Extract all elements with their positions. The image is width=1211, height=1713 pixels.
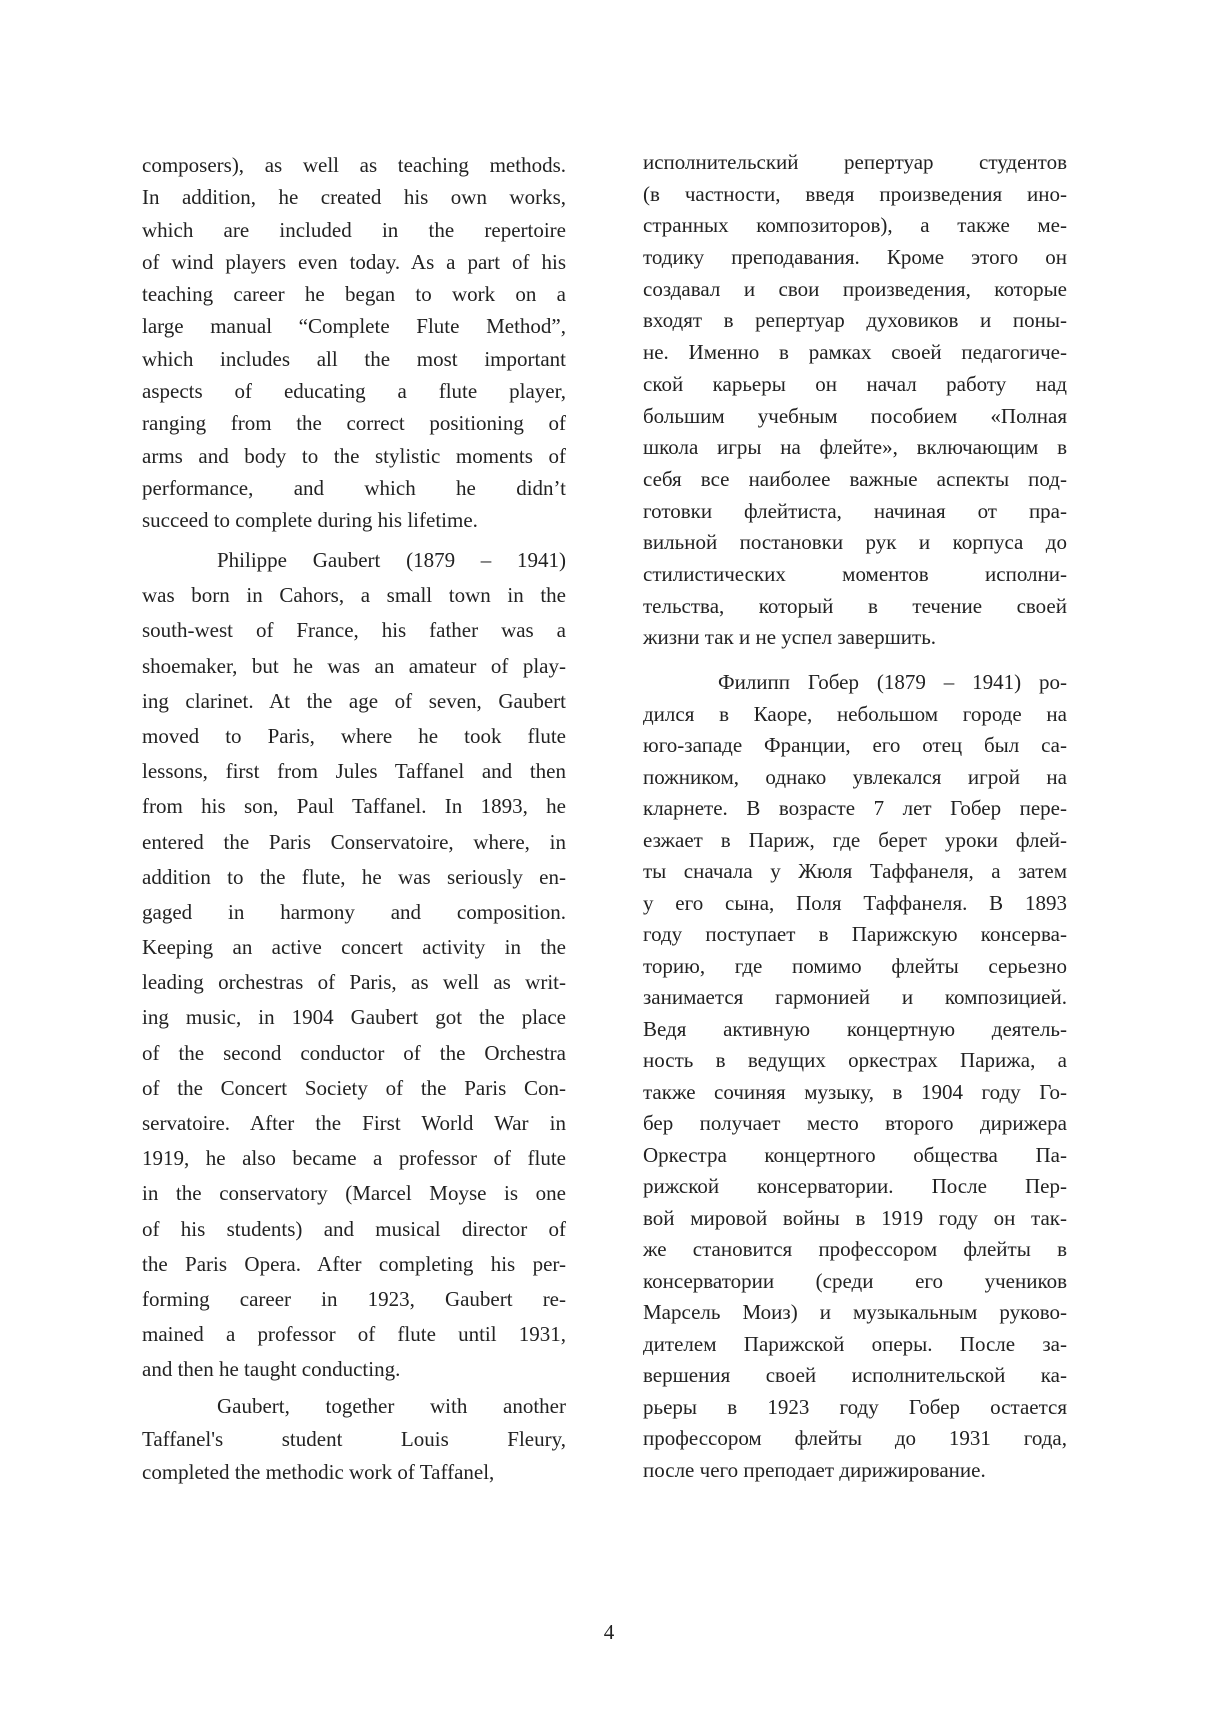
text-line: ranging from the correct positioning of bbox=[142, 411, 566, 436]
text-line: вой мировой войны в 1919 году он так- bbox=[643, 1205, 1067, 1230]
text-line: teaching career he began to work on a bbox=[142, 282, 566, 307]
text-line: пожником, однако увлекался игрой на bbox=[643, 764, 1067, 789]
text-line: forming career in 1923, Gaubert re- bbox=[142, 1286, 566, 1311]
text-line: was born in Cahors, a small town in the bbox=[142, 583, 566, 608]
text-line: бер получает место второго дирижера bbox=[643, 1111, 1067, 1135]
text-line: of his students) and musical director of bbox=[142, 1216, 566, 1241]
text-line: рижской консерватории. После Пер- bbox=[643, 1174, 1067, 1198]
text-line: (в частности, введя произведения ино- bbox=[643, 181, 1067, 206]
text-line: у его сына, Поля Таффанеля. В 1893 bbox=[643, 890, 1067, 915]
text-line: ты сначала у Жюля Таффанеля, а затем bbox=[643, 859, 1067, 883]
text-line: дился в Каоре, небольшом городе на bbox=[643, 701, 1067, 726]
english-paragraph-1 bbox=[142, 149, 566, 537]
text-line: Taffanel's student Louis Fleury, bbox=[142, 1427, 566, 1451]
text-line: входят в репертуар духовиков и поны- bbox=[643, 308, 1067, 333]
text-line: ской карьеры он начал работу над bbox=[643, 371, 1067, 396]
text-line: жизни так и не успел завершить. bbox=[643, 625, 937, 650]
text-line: which includes all the most important bbox=[142, 346, 566, 371]
text-line: aspects of educating a flute player, bbox=[142, 379, 566, 404]
russian-paragraph-2 bbox=[643, 667, 1067, 1486]
text-line: gaged in harmony and composition. bbox=[142, 899, 566, 924]
text-line: of the Concert Society of the Paris Con- bbox=[142, 1075, 566, 1100]
text-line: рьеры в 1923 году Гобер остается bbox=[643, 1394, 1067, 1419]
text-line: In addition, he created his own works, bbox=[142, 185, 566, 210]
text-line: после чего преподает дирижирование. bbox=[643, 1457, 986, 1482]
text-line: Keeping an active concert activity in the bbox=[142, 935, 566, 960]
text-line: же становится профессором флейты в bbox=[643, 1237, 1067, 1261]
text-line: succeed to complete during his lifetime. bbox=[142, 508, 478, 533]
text-line: торию, где помимо флейты серьезно bbox=[643, 953, 1067, 978]
text-line: не. Именно в рамках своей педагогиче- bbox=[643, 340, 1067, 365]
text-line: кларнете. В возрасте 7 лет Гобер пере- bbox=[643, 796, 1067, 820]
text-line: стилистических моментов исполни- bbox=[643, 561, 1067, 586]
text-line: езжает в Париж, где берет уроки флей- bbox=[643, 827, 1067, 852]
text-line: composers), as well as teaching methods. bbox=[142, 153, 566, 177]
page-number: 4 bbox=[603, 1620, 615, 1644]
text-line: which are included in the repertoire bbox=[142, 217, 566, 242]
text-line: дителем Парижской оперы. После за- bbox=[643, 1331, 1067, 1356]
text-line: себя все наиболее важные аспекты под- bbox=[643, 466, 1067, 491]
text-line: lessons, first from Jules Taffanel and then bbox=[142, 759, 566, 784]
text-line: также сочиняя музыку, в 1904 году Го- bbox=[643, 1079, 1067, 1104]
text-line: тодику преподавания. Кроме этого он bbox=[643, 245, 1067, 270]
text-line: ность в ведущих оркестрах Парижа, а bbox=[643, 1048, 1067, 1072]
text-line: исполнительский репертуар студентов bbox=[643, 150, 1067, 174]
text-line: создавал и свои произведения, которые bbox=[643, 276, 1067, 301]
text-line: занимается гармонией и композицией. bbox=[643, 985, 1067, 1009]
text-line: addition to the flute, he was seriously en- bbox=[142, 864, 566, 889]
text-line: entered the Paris Conservatoire, where, in bbox=[142, 829, 566, 854]
text-line: школа игры на флейте», включающим в bbox=[643, 435, 1067, 460]
text-line: in the conservatory (Marcel Moyse is one bbox=[142, 1181, 566, 1206]
text-line: Марсель Моиз) и музыкальным руково- bbox=[643, 1300, 1067, 1324]
text-line: ing music, in 1904 Gaubert got the place bbox=[142, 1005, 566, 1030]
text-line: юго-западе Франции, его отец был са- bbox=[643, 733, 1067, 757]
russian-paragraph-1 bbox=[643, 147, 1067, 654]
text-line: Филипп Гобер (1879 – 1941) ро- bbox=[718, 670, 1067, 694]
text-line: of wind players even today. As a part of his bbox=[142, 249, 566, 274]
text-line: Оркестра концертного общества Па- bbox=[643, 1142, 1067, 1167]
text-line: from his son, Paul Taffanel. In 1893, he bbox=[142, 794, 566, 819]
text-line: году поступает в Парижскую консерва- bbox=[643, 922, 1067, 946]
english-paragraph-2 bbox=[142, 543, 566, 1388]
text-line: странных композиторов), а также ме- bbox=[643, 213, 1067, 238]
text-line: and then he taught conducting. bbox=[142, 1357, 401, 1382]
text-line: leading orchestras of Paris, as well as writ- bbox=[142, 970, 566, 995]
text-line: performance, and which he didn’t bbox=[142, 475, 566, 500]
text-line: the Paris Opera. After completing his per- bbox=[142, 1251, 566, 1276]
text-line: ing clarinet. At the age of seven, Gaubert bbox=[142, 688, 566, 713]
text-line: профессором флейты до 1931 года, bbox=[643, 1426, 1067, 1450]
text-line: консерватории (среди его учеников bbox=[643, 1268, 1067, 1293]
text-line: large manual “Complete Flute Method”, bbox=[142, 314, 566, 339]
text-line: тельства, который в течение своей bbox=[643, 593, 1067, 618]
text-line: вершения своей исполнительской ка- bbox=[643, 1363, 1067, 1387]
text-line: of the second conductor of the Orchestra bbox=[142, 1040, 566, 1065]
english-paragraph-3 bbox=[142, 1390, 566, 1489]
text-line: Gaubert, together with another bbox=[217, 1394, 566, 1418]
text-line: completed the methodic work of Taffanel, bbox=[142, 1460, 495, 1484]
text-line: arms and body to the stylistic moments of bbox=[142, 443, 566, 468]
text-line: moved to Paris, where he took flute bbox=[142, 723, 566, 748]
text-line: shoemaker, but he was an amateur of play- bbox=[142, 653, 566, 678]
text-line: south-west of France, his father was a bbox=[142, 618, 566, 643]
text-line: Philippe Gaubert (1879 – 1941) bbox=[217, 548, 566, 572]
text-line: готовки флейтиста, начиная от пра- bbox=[643, 498, 1067, 523]
text-line: Ведя активную концертную деятель- bbox=[643, 1016, 1067, 1041]
text-line: большим учебным пособием «Полная bbox=[643, 403, 1067, 428]
text-line: вильной постановки рук и корпуса до bbox=[643, 530, 1067, 555]
text-line: servatoire. After the First World War in bbox=[142, 1111, 566, 1135]
text-line: 1919, he also became a professor of flute bbox=[142, 1146, 566, 1171]
text-line: mained a professor of flute until 1931, bbox=[142, 1322, 566, 1347]
